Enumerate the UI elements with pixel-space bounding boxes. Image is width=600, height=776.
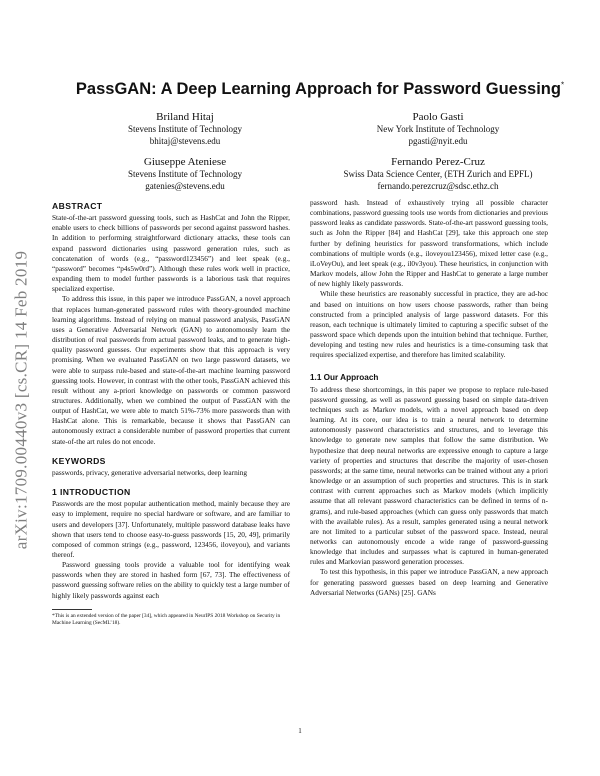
paper-title (40, 80, 600, 99)
title-footnote-mark: * (560, 80, 565, 90)
left-column (52, 196, 290, 627)
arxiv-sidebar (8, 200, 34, 600)
author-block-2 (318, 110, 558, 147)
author-name: Fernando Perez-Cruz (391, 156, 485, 168)
abstract-paragraph-2: To address this issue, in this paper we introduce PassGAN, a novel approach that replaces human-generated password rules with theory-grounded machine learning algorithms. Instead of relying on manual password analysis, PassGAN uses a Generative Adversarial Network (GAN) to autonomously learn the distribution of real passwords from actual password leaks, and to generate high-quality password guesses. Our experiments show that this approach is very promising. When we evaluated PassGAN on two large password datasets, we were able to surpass rule-based and state-of-the-art machine learning password guessing tools. However, in contrast with the other tools, PassGAN achieved this result without any a-priori knowledge on passwords or common password structures. Additionally, when we combined the output of PassGAN with the output of HashCat, we were able to match 51%-73% more passwords than with HashCat alone. This is remarkable, because it shows that PassGAN can autonomously extract a considerable number of password properties that current state-of-the art rules do not encode. (52, 294, 290, 446)
author-name: Paolo Gasti (412, 111, 464, 123)
author-affiliation: New York Institute of Technology (376, 124, 500, 134)
body-paragraph-3: To address these shortcomings, in this paper we propose to replace rule-based password guessing, as well as password guessing based on simple data-driven techniques such as Markov models, with a novel approach based on deep learning. At its core, our idea is to train a neural network to determine autonomously password characteristics and structures, and to leverage this knowledge to generate new samples that follow the same distribution. We hypothesize that deep neural networks are expressive enough to capture a large variety of properties and structures that describe the majority of user-chosen passwords; at the same time, neural networks can be trained without any a priori knowledge or an assumption of such properties and structures. This is in stark contrast with current approaches such as Markov models (which implicitly assume that all relevant password characteristics can be defined in terms of n-grams), and rule-based approaches (which can guess only passwords that match with the available rules). As a result, samples generated using a neural network are not limited to a particular subset of the password space. Instead, neural networks can autonomously encode a wide range of password-guessing knowledge that includes and surpasses what is captured in human-generated rules and Markovian password generation processes. (310, 384, 548, 567)
paper-title-text: PassGAN: A Deep Learning Approach for Password Guessing (75, 80, 561, 98)
author-email[interactable]: pgasti@nyit.edu (408, 135, 468, 146)
page-number: 1 (298, 727, 302, 735)
footnote-rule (52, 609, 92, 610)
author-affiliation: Swiss Data Science Center, (ETH Zurich and EPFL) (343, 169, 533, 179)
introduction-paragraph-1: Passwords are the most popular authentication method, mainly because they are easy to implement, require no special hardware or software, and are familiar to users and developers [37]. Unfortunately, multiple password database leaks have shown that users tend to choose easy-to-guess passwords [15, 20, 49], primarily composed of common strings (e.g., password, 123456, iloveyou), and variants thereof. (52, 499, 290, 559)
introduction-paragraph-2: Password guessing tools provide a valuable tool for identifying weak passwords when they are stored in hashed form [67, 73]. The effectiveness of password guessing software relies on the ability to quickly test a large number of highly likely passwords against each (52, 560, 290, 600)
abstract-paragraph-1: State-of-the-art password guessing tools, such as HashCat and John the Ripper, enable users to check billions of passwords per second against password hashes. In addition to performing straightforward dictionary attacks, these tools can expand password dictionaries using password generation rules, such as concatenation of words (e.g., “password123456”) and leet speak (e.g., “password” becomes “p4s5w0rd”). Although these rules work well in practice, expanding them to model further passwords is a laborious task that requires specialized expertise. (52, 213, 290, 294)
author-block-1 (65, 110, 305, 147)
author-email[interactable]: fernando.perezcruz@sdsc.ethz.ch (377, 180, 499, 191)
our-approach-heading: 1.1 Our Approach (310, 372, 379, 382)
introduction-heading: 1 INTRODUCTION (52, 487, 131, 498)
right-column (310, 198, 548, 598)
footnote: *This is an extended version of the paper [34], which appeared in NeurIPS 2018 Workshop on Security in Machine Learning (SecML’18). (52, 612, 281, 626)
author-name: Giuseppe Ateniese (143, 156, 227, 168)
author-email[interactable]: gatenies@stevens.edu (145, 180, 225, 191)
arxiv-identifier[interactable]: arXiv:1709.00440v3 [cs.CR] 14 Feb 2019 (11, 250, 30, 550)
body-paragraph-2: While these heuristics are reasonably successful in practice, they are ad-hoc and based on intuitions on how users choose passwords, rather than being constructed from a principled analysis of large password datasets. For this reason, each technique is ultimately limited to capturing a specific subset of the password space which depends upon the intuition behind that technique. Further, developing and testing new rules and heuristics is a time-consuming task that requires specialized expertise, and therefore has limited scalability. (310, 289, 548, 360)
author-name: Briland Hitaj (156, 111, 214, 123)
abstract-heading: ABSTRACT (52, 201, 103, 211)
author-block-4 (318, 155, 558, 192)
keywords-heading: KEYWORDS (52, 455, 106, 466)
author-email[interactable]: bhitaj@stevens.edu (149, 135, 221, 146)
author-affiliation: Stevens Institute of Technology (128, 169, 242, 179)
body-paragraph-1: password hash. Instead of exhaustively trying all possible character combinations, password guessing tools use words from dictionaries and previous password leaks as candidate passwords. State-of-the-art password guessing tools, such as John the Ripper [84] and HashCat [29], take this approach one step further by defining heuristics for password transformations, which include combinations of multiple words (e.g., iloveyou123456), mixed letter case (e.g., iLoVeyOu), and leet speak (e.g., il0v3you). These heuristics, in conjunction with Markov models, allow John the Ripper and HashCat to generate a large number of new highly likely passwords. (310, 198, 548, 289)
keywords-text: passwords, privacy, generative adversarial networks, deep learning (52, 467, 248, 477)
author-affiliation: Stevens Institute of Technology (128, 124, 242, 134)
body-paragraph-4: To test this hypothesis, in this paper we introduce PassGAN, a new approach for generating password guesses based on deep learning and Generative Adversarial Networks (GANs) [25]. GANs (310, 567, 548, 597)
author-block-3 (65, 155, 305, 192)
